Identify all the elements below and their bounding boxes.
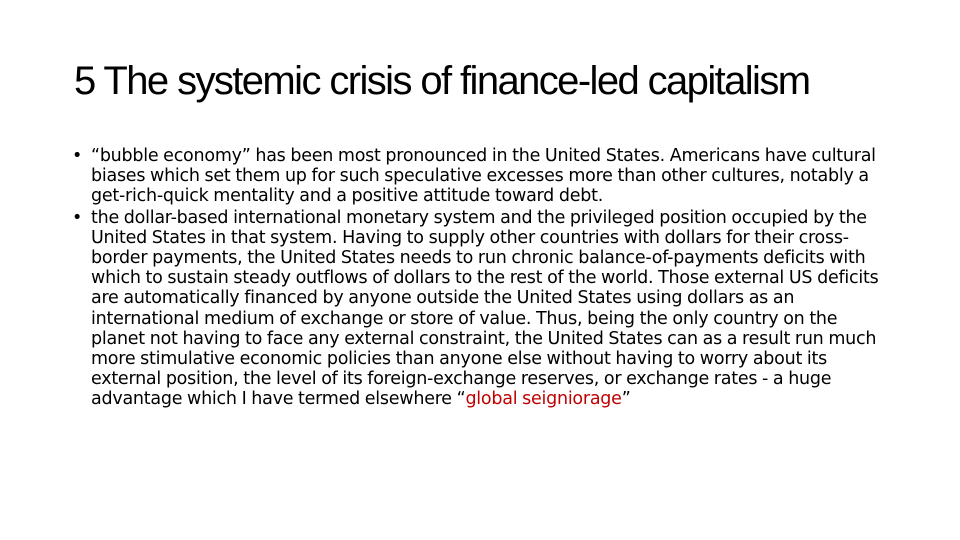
bullet-item — [72, 208, 892, 410]
bullet-text: “bubble economy” has been most pronounced in the United States. Americans have cultural biases which set them up for such speculative excesses more than other cultures, notably a get-rich-quick mentality and a positive attitude toward debt. — [91, 146, 876, 207]
highlighted-term: global seigniorage — [465, 389, 622, 410]
slide-title: 5 The systemic crisis of finance-led capitalism — [74, 59, 810, 103]
bullet-list — [72, 146, 892, 410]
bullet-dot-icon: • — [72, 207, 83, 228]
bullet-item — [72, 146, 892, 207]
bullet-text: the dollar-based international monetary system and the privileged position occupied by the United States in that system. Having to supply other countries with dollars for their cross-border payments, the United States needs to run chronic balance-of-payments deficits with which to sustain steady outflows of dollars to the rest of the world. Those external US deficits are automatically financed by anyone outside the United States using dollars as an international medium of exchange or store of value. Thus, being the only country on the planet not having to face any external constraint, the United States can as a result run much more stimulative economic policies than anyone else without having to worry about its external position, the level of its foreign-exchange reserves, or exchange rates - a huge advantage which I have termed elsewhere “ — [91, 207, 879, 410]
bullet-dot-icon: • — [72, 146, 83, 166]
closing-quote: ” — [621, 389, 631, 410]
